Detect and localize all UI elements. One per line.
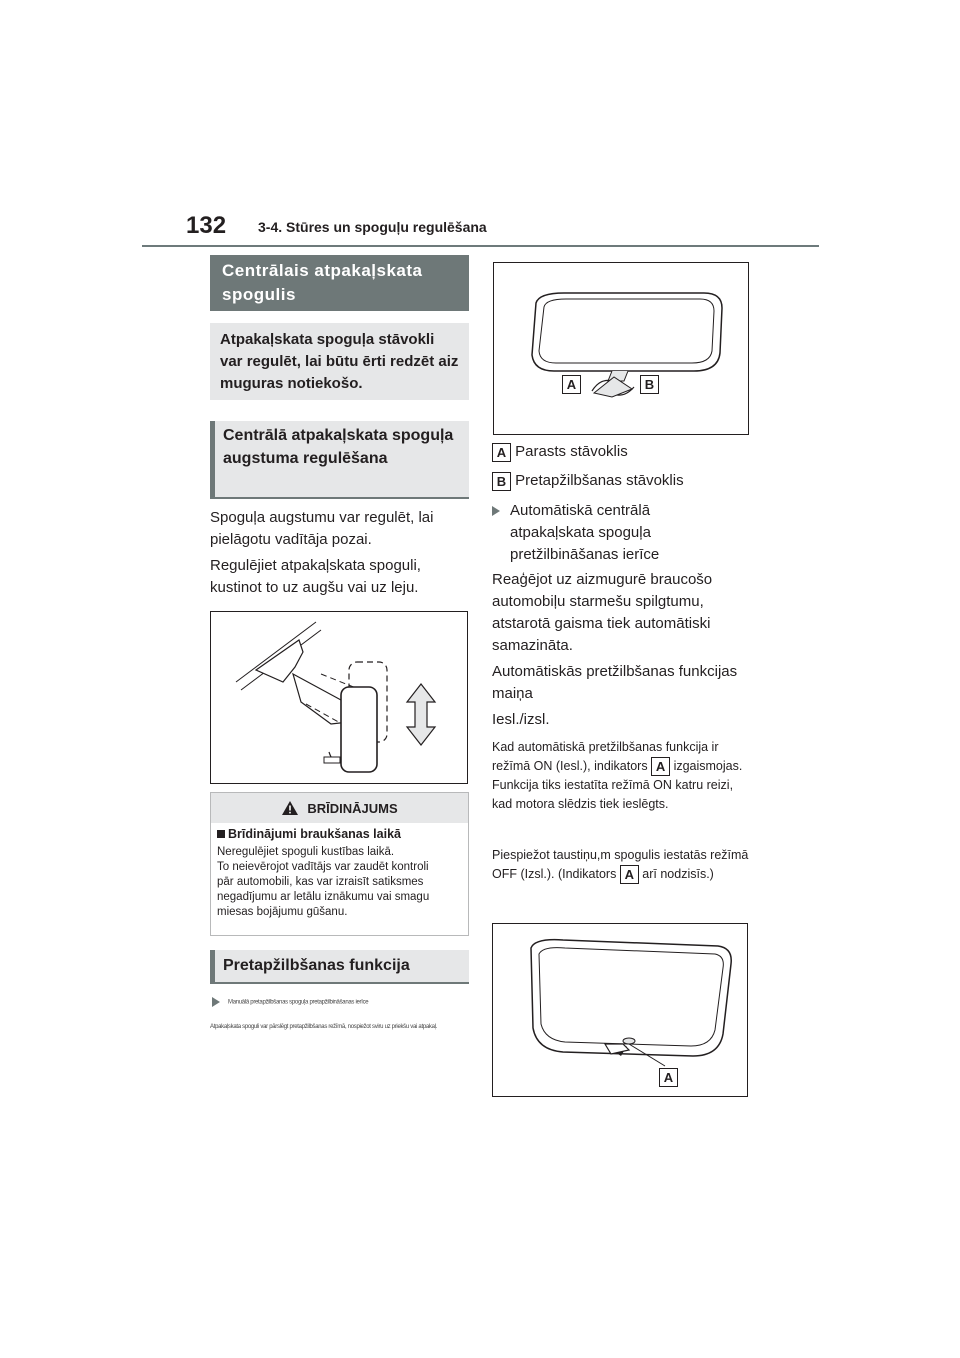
auto-para-3: Iesl./izsl. xyxy=(492,711,550,728)
main-heading-text: Centrālais atpakaļskata spogulis xyxy=(222,261,423,304)
mirror-lever-illustration xyxy=(494,263,748,434)
auto-small-2a: Piespiežot taustiņu,m spogulis iestatās režīmā OFF (Izsl.). (Indikators xyxy=(492,848,749,881)
warning-box xyxy=(210,792,469,936)
label-a: A xyxy=(659,1068,678,1087)
label-b: B xyxy=(640,375,659,394)
auto-small-2 xyxy=(492,846,752,884)
auto-para-2: Automātiskās pretžilbšanas funkcijas maiņa xyxy=(492,663,738,702)
label-a: A xyxy=(562,375,581,394)
manual-antiglare-heading-text: Manuālā pretapžilbšanas spoguļa pretapžilbināšanas ierīce xyxy=(228,999,369,1006)
warning-line: negadījumu ar letālu iznākumu vai smagu xyxy=(217,891,430,903)
auto-small-1a: Kad automātiskā pretžilbšanas funkcija ir režīmā ON (Iesl.), indikators xyxy=(492,740,719,773)
intro-text: Atpakaļskata spoguļa stāvokli var regulēt, lai būtu ērti redzēt aiz muguras notiekošo. xyxy=(220,331,459,392)
height-para-2: Regulējiet atpakaļskata spoguli, kustinot to uz augšu vai uz leju. xyxy=(210,557,421,596)
antiglare-heading-text: Pretapžilbšanas funkcija xyxy=(223,957,410,974)
warning-line: pār automobili, kas var izraisīt satiksmes xyxy=(217,876,424,888)
label-a: A xyxy=(651,757,670,776)
manual-antiglare-text: Atpakaļskata spoguli var pārslēgt pretapžilbšanas režīmā, nospiežot sviru uz priekšu vai atpakaļ. xyxy=(210,1024,438,1030)
auto-antiglare-heading-text: Automātiskā centrālā atpakaļskata spoguļa pretžilbināšanas ierīce xyxy=(510,502,660,563)
auto-small-1 xyxy=(492,738,752,814)
label-a: A xyxy=(620,865,639,884)
manual-antiglare-heading xyxy=(212,997,472,1007)
warning-label: BRĪDINĀJUMS xyxy=(307,800,398,816)
section-title: 3-4. Stūres un spoguļu regulēšana xyxy=(258,219,487,235)
mirror-height-figure xyxy=(210,611,468,784)
triangle-bullet-icon xyxy=(212,997,220,1007)
triangle-bullet-icon xyxy=(492,506,500,516)
intro-box xyxy=(210,323,469,400)
auto-para-1: Reaģējot uz aizmugurē braucošo automobiļu starmešu spilgtumu, atstarotā gaisma tiek automātiski samazināta. xyxy=(492,571,713,654)
height-para-1: Spoguļa augstumu var regulēt, lai pielāgotu vadītāja pozai. xyxy=(210,509,434,548)
antiglare-heading xyxy=(210,950,469,984)
main-heading xyxy=(210,255,469,311)
page-number: 132 xyxy=(186,212,227,239)
item-normal-position xyxy=(492,441,762,463)
warning-icon xyxy=(281,800,299,816)
header-rule xyxy=(142,245,819,247)
auto-antiglare-heading xyxy=(492,500,692,566)
label-a: A xyxy=(492,443,511,462)
warning-line: To neievērojot vadītājs var zaudēt kontroli xyxy=(217,861,429,873)
auto-mirror-illustration xyxy=(493,924,747,1096)
warning-line: miesas bojājumu gūšanu. xyxy=(217,906,348,918)
item-antiglare-text: Pretapžilbšanas stāvoklis xyxy=(515,472,684,489)
auto-antiglare-figure xyxy=(492,923,748,1097)
label-b: B xyxy=(492,472,511,491)
warning-header xyxy=(211,793,468,823)
warning-line: Neregulējiet spoguli kustības laikā. xyxy=(217,846,395,858)
square-bullet-icon xyxy=(217,830,225,838)
warning-title xyxy=(217,827,462,841)
item-antiglare-position xyxy=(492,470,762,492)
warning-title-text: Brīdinājumi braukšanas laikā xyxy=(228,827,401,841)
height-heading xyxy=(210,421,469,499)
height-heading-text: Centrālā atpakaļskata spoguļa augstuma regulēšana xyxy=(223,427,454,467)
item-normal-text: Parasts stāvoklis xyxy=(515,443,628,460)
mirror-height-illustration xyxy=(211,612,467,783)
auto-small-2b: arī nodzisīs.) xyxy=(642,867,714,881)
auto-small-1b: izgaismojas. Funkcija tiks iestatīta režīmā ON katru reizi, kad motora slēdzis tiek ieslēgts. xyxy=(492,759,743,812)
antiglare-lever-figure xyxy=(493,262,749,435)
